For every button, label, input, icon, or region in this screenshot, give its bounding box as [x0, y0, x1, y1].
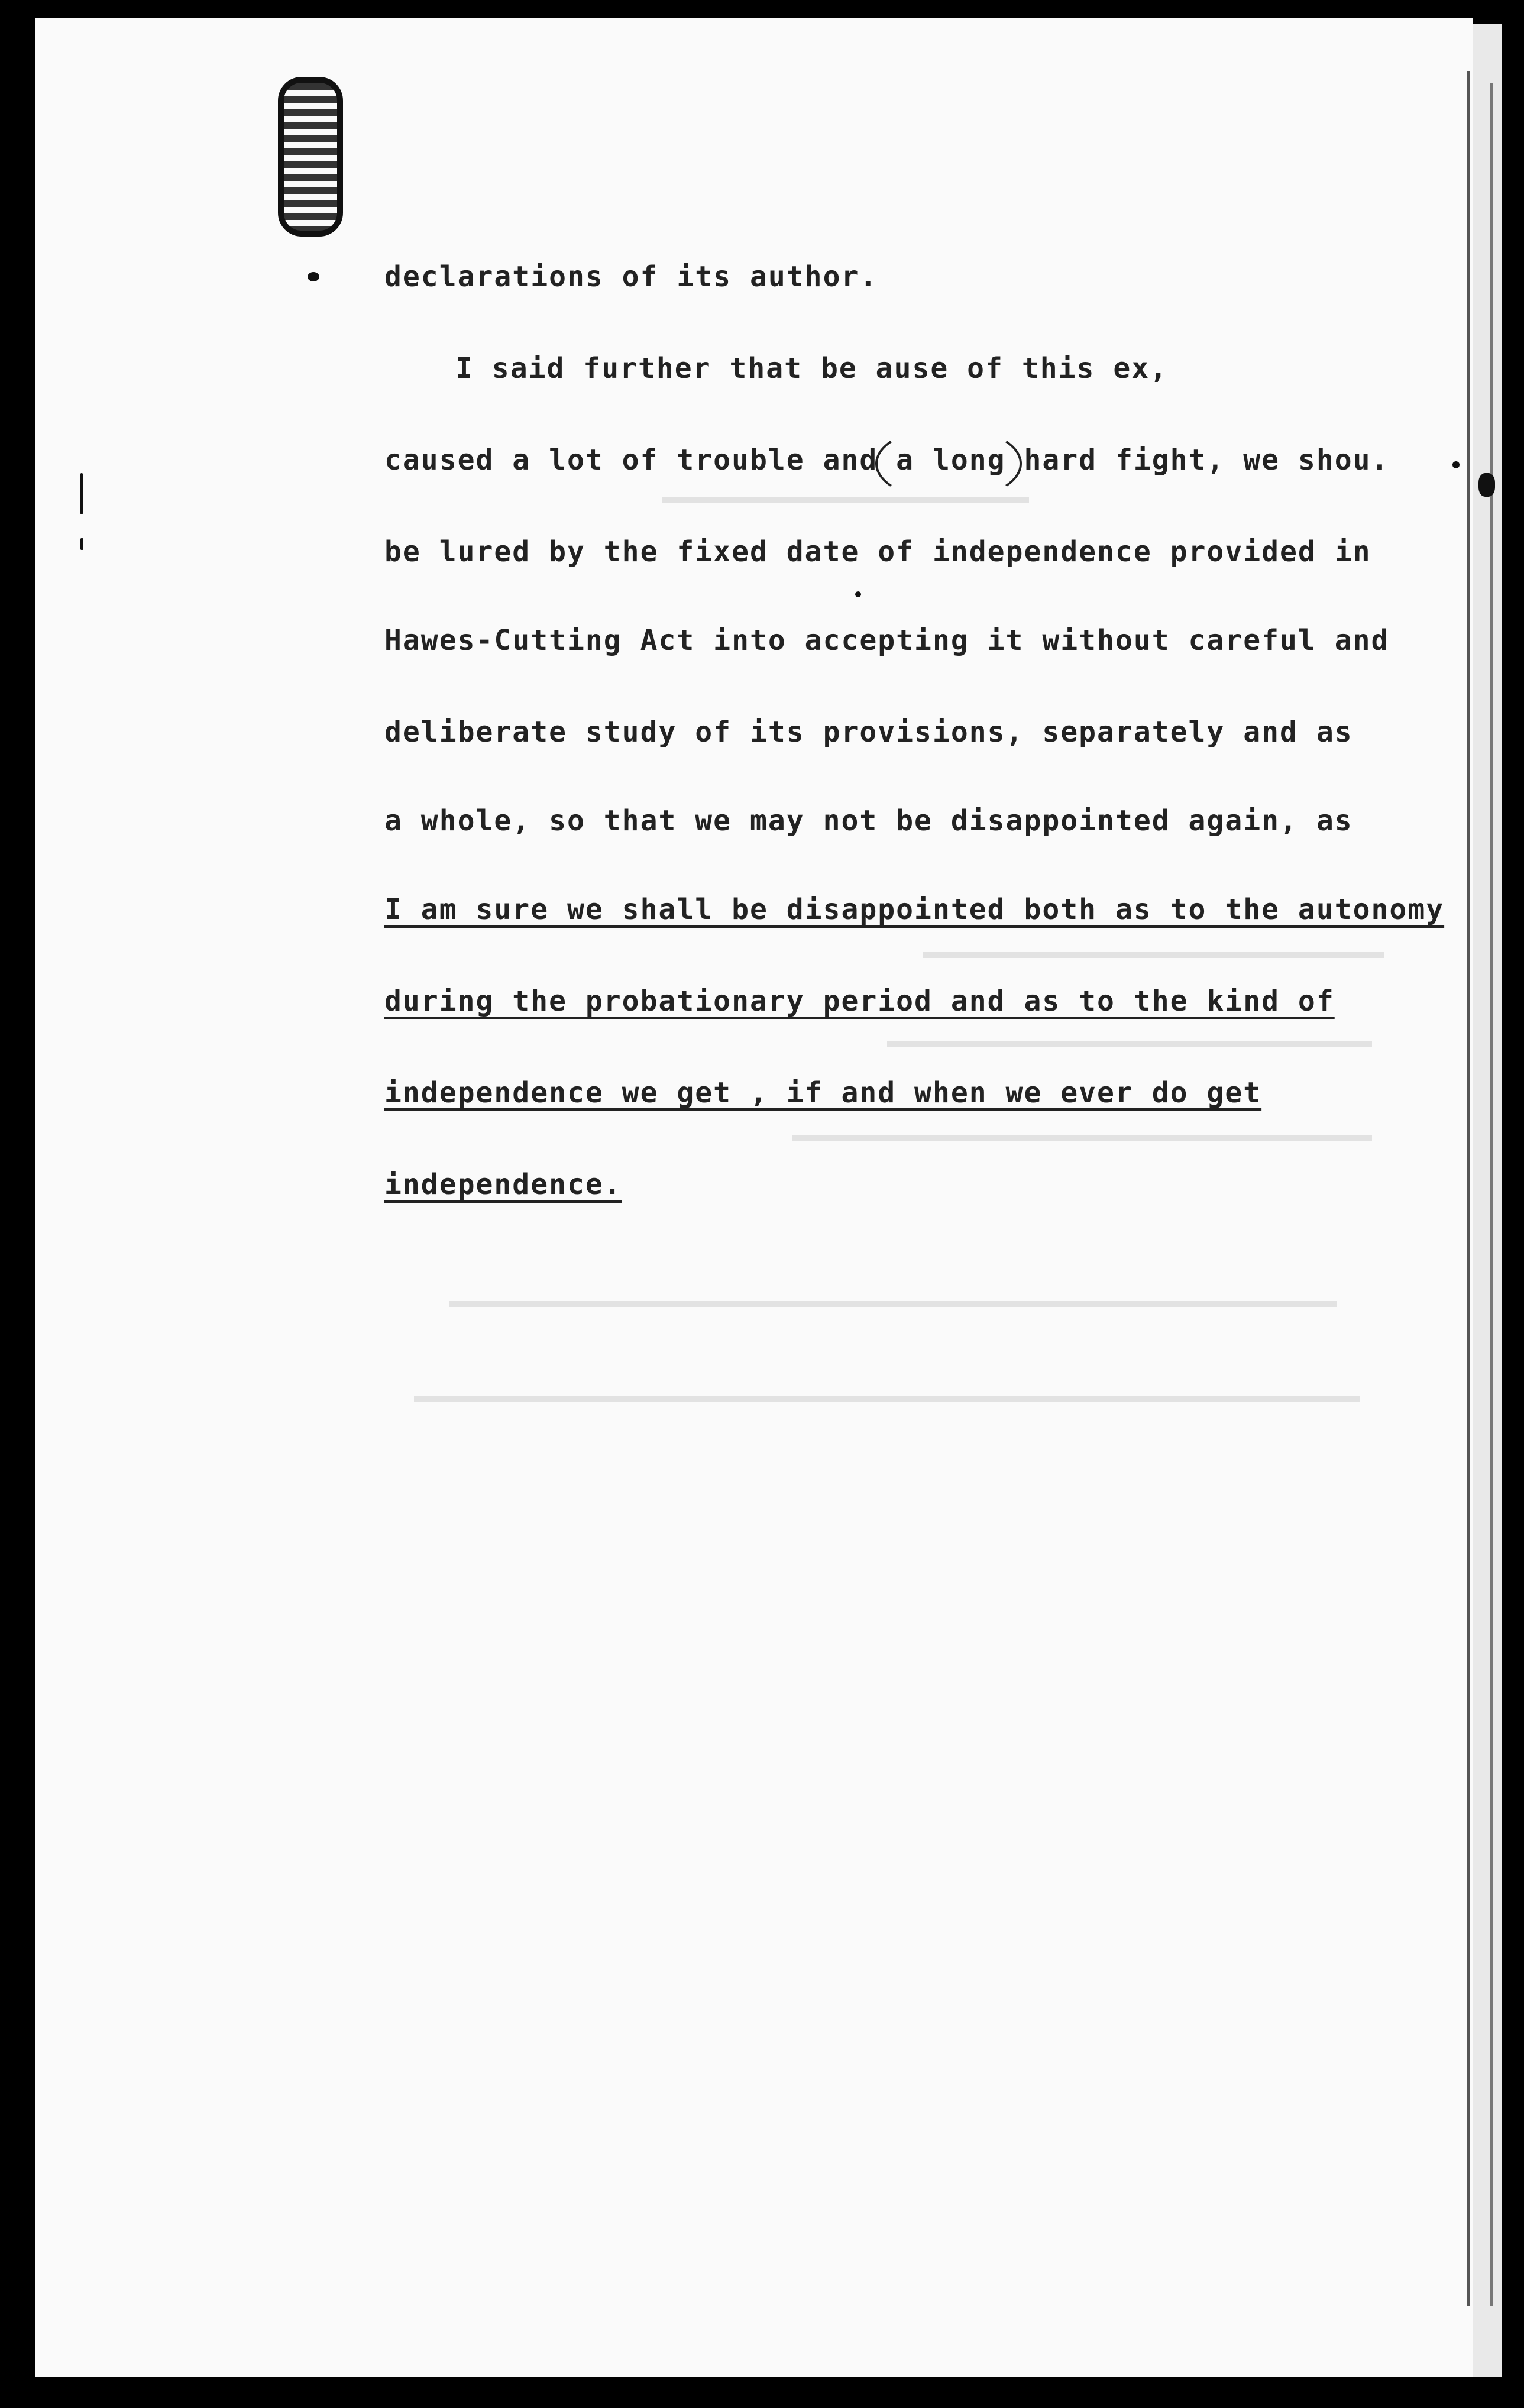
ink-dot [855, 591, 861, 597]
text-line-7: a whole, so that we may not be disappointed again, as [384, 804, 1353, 837]
binding-hole [1478, 473, 1495, 497]
ink-dot [308, 272, 319, 281]
text-line-6: deliberate study of its provisions, separately and as [384, 716, 1353, 749]
bleed-through-text [449, 1301, 1337, 1307]
text-line-3: caused a lot of trouble and a long hard fight, we shou. [384, 444, 1390, 477]
margin-tick [80, 538, 83, 550]
bleed-through-text [923, 952, 1384, 958]
underlined-line-11: independence. [384, 1168, 622, 1201]
underlined-line-8: I am sure we shall be disappointed both as to the autonomy [384, 893, 1445, 926]
bleed-through-text [887, 1041, 1372, 1047]
bleed-through-text [792, 1135, 1372, 1141]
text-line-1: declarations of its author. [384, 260, 878, 293]
bleed-through-text [414, 1396, 1360, 1402]
margin-tick [80, 473, 83, 514]
underlined-line-10: independence we get , if and when we ever do get [384, 1076, 1262, 1109]
page-edge-line [1490, 83, 1493, 2306]
ink-dot [1452, 461, 1460, 468]
text-line-4: be lured by the fixed date of independence provided in [384, 535, 1371, 568]
underlined-line-9: during the probationary period and as to the kind of [384, 985, 1335, 1018]
text-line-5: Hawes-Cutting Act into accepting it without careful and [384, 624, 1390, 657]
text-line-2: I said further that be ause of this ex, [455, 352, 1169, 385]
paper-clip-mark [278, 77, 343, 237]
page-edge-line [1467, 71, 1470, 2306]
